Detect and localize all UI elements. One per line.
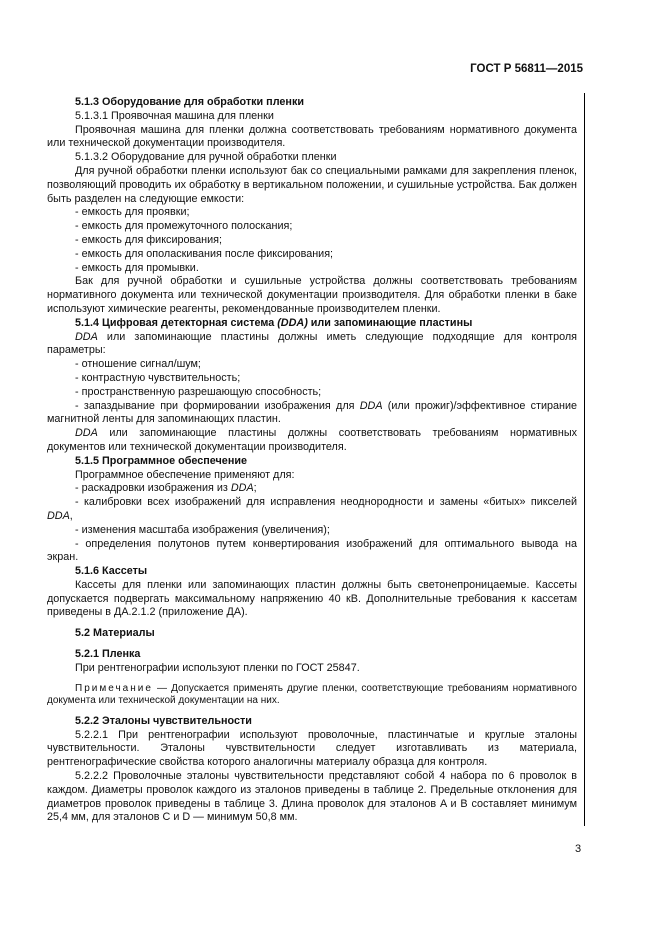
section-5-1-5-title: 5.1.5 Программное обеспечение [75,454,247,467]
note [47,683,577,708]
list-item: - емкость для ополаскивания после фиксирования; [75,247,334,260]
paragraph: 5.2.2.2 Проволочные эталоны чувствительности представляют собой 4 набора по 6 проволок в каждом. Диаметры проволок каждого из эталонов приведены в таблице 2. Предельные отклонения для диаметров проволок приведены в таблице 3. Длина проволок для эталонов A и B составляет минимум 25,4 мм, для эталонов C и D — минимум 50,8 мм. [47,770,577,824]
page-content [47,96,577,825]
text-part: , [69,509,73,522]
paragraph: 5.1.3.2 Оборудование для ручной обработки пленки [75,151,337,164]
text-part: - запаздывание при формировании изображения для [75,399,360,412]
text-part: или запоминающие пластины должны иметь следующие подходящие для контроля параметры: [47,330,577,357]
dda-term: DDA [230,482,254,495]
list-item: - пространственную разрешающую способность; [75,385,322,398]
page-number: 3 [575,843,582,855]
paragraph: Проявочная машина для пленки должна соответствовать требованиям нормативного документа или технической документации производителя. [47,123,577,150]
list-item [47,400,577,428]
document-standard-header: ГОСТ Р 56811—2015 [470,63,583,75]
list-item [47,482,577,496]
title-part: или запоминающие пластины [307,316,473,329]
list-item: - емкость для промывки. [75,261,199,274]
text-part: (или прожиг)/эффективное стирание магнитной ленты для запоминающих пластин. [47,399,578,426]
spacer [47,708,577,715]
list-item: - емкость для фиксирования; [75,233,222,246]
section-5-2-1-title: 5.2.1 Пленка [75,648,141,661]
revision-bar [584,93,585,826]
dda-term: DDA [75,427,98,440]
paragraph: Для ручной обработки пленки используют бак со специальными рамками для закрепления пленок, позволяющий проводить их обработку в вертикальном положении, и сушильные устройства. Бак должен быть разделен на следующие емкости: [47,164,577,205]
note-label: Примечание [75,682,153,694]
spacer [47,641,577,648]
section-5-2-title: 5.2 Материалы [75,627,155,640]
list-item: - отношение сигнал/шум; [75,358,201,371]
list-item: - емкость для проявки; [75,206,190,219]
list-item [47,496,577,524]
paragraph: Кассеты для пленки или запоминающих пластин должны быть светонепроницаемые. Кассеты допускается подвергать максимальному напряжению 40 кВ. Дополнительные требования к кассетам приведены в ДА.2.1.2 (приложение ДА). [47,578,577,619]
paragraph [47,331,577,359]
title-part: (DDA) [277,316,308,329]
paragraph [47,427,577,455]
dda-term: DDA [47,509,70,522]
list-item: - изменения масштаба изображения (увеличения); [75,523,330,536]
title-part: 5.1.4 Цифровая детекторная система [75,316,278,329]
paragraph: Программное обеспечение применяют для: [75,468,295,481]
section-5-2-2-title: 5.2.2 Эталоны чувствительности [75,714,252,727]
list-item: - определения полутонов путем конвертирования изображений для оптимального вывода на экран. [47,537,577,564]
text-part: - раскадровки изображения из [75,482,231,495]
spacer [47,676,577,683]
paragraph: 5.2.2.1 При рентгенографии используют проволочные, пластинчатые и круглые эталоны чувствительности. Эталоны чувствительности следует изготавливать из материала, рентгенографические свойства которого аналогичны материалу образца для контроля. [47,728,577,769]
list-item: - емкость для промежуточного полоскания; [75,220,293,233]
note-text: — Допускается применять другие пленки, соответствующие требованиям нормативного документа или технической документации на них. [47,682,577,707]
section-5-1-4-title [47,317,577,331]
list-item: - контрастную чувствительность; [75,371,241,384]
text-part: ; [253,482,257,495]
paragraph: Бак для ручной обработки и сушильные устройства должны соответствовать требованиям нормативного документа или технической документации производителя. Для обработки пленки в баке используют химические реагенты, рекомендованные производителем пленки. [47,275,577,315]
text-part: или запоминающие пластины должны соответствовать требованиям нормативных документов или технической документации производителя. [47,427,577,453]
section-5-1-6-title: 5.1.6 Кассеты [75,565,148,578]
dda-term: DDA [75,330,98,343]
paragraph: 5.1.3.1 Проявочная машина для пленки [75,109,274,122]
spacer [47,620,577,627]
section-5-1-3-title: 5.1.3 Оборудование для обработки пленки [75,96,304,108]
dda-term: DDA [359,399,383,412]
text-part: - калибровки всех изображений для исправления неоднородности и замены «битых» пикселей [75,496,577,509]
paragraph: При рентгенографии используют пленки по ГОСТ 25847. [75,661,360,674]
